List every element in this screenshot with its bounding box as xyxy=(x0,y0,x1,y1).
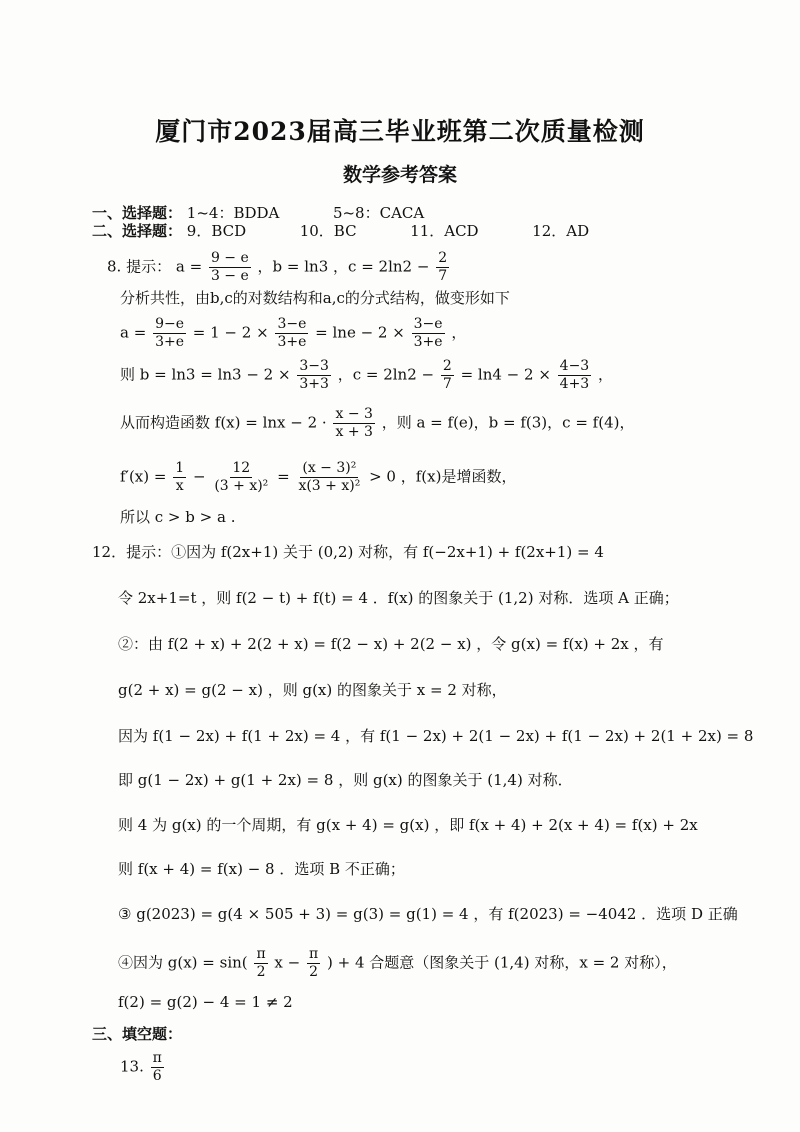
frac-den: 7 xyxy=(438,268,448,284)
frac-num: π xyxy=(256,946,266,962)
frac-num: x − 3 xyxy=(335,406,373,422)
frac-num: 2 xyxy=(438,250,448,266)
page-title: 厦门市2023届高三毕业班第二次质量检测 xyxy=(155,117,645,146)
q12-line2: 令 2x+1=t ，则 f(2 − t) + f(t) = 4 ．f(x) 的图象关于 (1,2) 对称．选项 A 正确； xyxy=(118,589,679,607)
section1-answers xyxy=(92,203,424,223)
fraction xyxy=(153,316,186,351)
frac-den: 3+e xyxy=(277,334,307,350)
frac-num: 3−e xyxy=(277,316,307,332)
frac-num: 9−e xyxy=(155,316,184,332)
frac-den: 6 xyxy=(152,1068,162,1084)
q12-line11: f(2) = g(2) − 4 = 1 ≠ 2 xyxy=(118,993,293,1011)
q8-analysis: 分析共性，由b,c的对数结构和a,c的分式结构，做变形如下 xyxy=(120,289,510,307)
q8-hint-label: 8. 提示： xyxy=(107,257,172,276)
text: f′(x) = xyxy=(120,467,167,486)
q8-line6 xyxy=(120,460,516,495)
answer-5-8: 5~8：CACA xyxy=(332,204,425,222)
text: a = xyxy=(120,323,147,342)
frac-num: 2 xyxy=(442,358,452,374)
fraction xyxy=(254,946,267,981)
frac-den: x(3 + x)² xyxy=(298,478,361,494)
text: ) + 4 合题意（图象关于 (1,4) 对称，x = 2 对称）， xyxy=(326,953,677,972)
frac-den: x xyxy=(175,478,184,494)
section3-label: 三、填空题： xyxy=(92,1025,183,1043)
text: ④因为 g(x) = sin( xyxy=(118,953,248,972)
fraction xyxy=(333,406,374,441)
q12-line10 xyxy=(118,946,677,981)
text: x − xyxy=(274,953,301,972)
fraction xyxy=(296,460,362,495)
frac-num: 1 xyxy=(175,460,185,476)
q8-a-eq: a = xyxy=(175,257,203,276)
q12-line3: ②：由 f(2 + x) + 2(2 + x) = f(2 − x) + 2(2 − x) ，令 g(x) = f(x) + 2x ，有 xyxy=(118,635,664,653)
text: = 1 − 2 × xyxy=(192,323,269,342)
frac-den: x + 3 xyxy=(335,424,373,440)
text: − xyxy=(192,467,206,486)
text: = xyxy=(277,467,290,486)
frac-num: 12 xyxy=(232,460,251,476)
answer-12: 12．AD xyxy=(532,222,590,240)
frac-den: 3+e xyxy=(413,334,443,350)
text: ，c = 2ln2 − xyxy=(337,365,435,384)
fraction xyxy=(297,358,331,393)
fraction xyxy=(212,460,270,495)
text: = ln4 − 2 × xyxy=(460,365,551,384)
frac-num: 4−3 xyxy=(559,358,590,374)
frac-den: 4+3 xyxy=(559,376,590,392)
frac-num: π xyxy=(152,1050,162,1066)
q12-line7: 则 4 为 g(x) 的一个周期，有 g(x + 4) = g(x) ，即 f(x + 4) + 2(x + 4) = f(x) + 2x xyxy=(118,816,698,834)
section1-label: 一、选择题： xyxy=(92,204,183,222)
fraction xyxy=(173,460,186,495)
q8-conclusion: 所以 c > b > a . xyxy=(120,508,236,526)
answer-9: 9．BCD xyxy=(186,222,247,240)
fraction xyxy=(275,316,308,351)
fraction xyxy=(307,946,320,981)
frac-den: 3+3 xyxy=(299,376,329,392)
text: 则 b = ln3 = ln3 − 2 × xyxy=(120,365,291,384)
text: = lne − 2 × xyxy=(315,323,405,342)
q12-line6: 即 g(1 − 2x) + g(1 + 2x) = 8 ，则 g(x) 的图象关于 (1,4) 对称． xyxy=(118,771,573,789)
q8-bc-eq: ，b = ln3 ，c = 2ln2 − xyxy=(257,257,430,276)
section2-label: 二、选择题： xyxy=(92,222,183,240)
q12-line4: g(2 + x) = g(2 − x) ，则 g(x) 的图象关于 x = 2 对称， xyxy=(118,681,507,699)
frac-den: 2 xyxy=(256,964,266,980)
text: > 0 ，f(x)是增函数， xyxy=(369,467,517,486)
fraction xyxy=(436,250,449,285)
answer-13 xyxy=(120,1050,166,1085)
section2-answers xyxy=(92,221,589,241)
fraction xyxy=(412,316,445,351)
frac-num: π xyxy=(309,946,319,962)
text: ， xyxy=(451,323,467,342)
frac-den: 2 xyxy=(309,964,319,980)
frac-den: 7 xyxy=(442,376,452,392)
answer-10: 10．BC xyxy=(299,222,357,240)
answer-11: 11．ACD xyxy=(410,222,479,240)
frac-den: 3+e xyxy=(155,334,184,350)
q8-line5 xyxy=(120,406,634,441)
text: 从而构造函数 f(x) = lnx − 2 · xyxy=(120,413,327,432)
q12-line5: 因为 f(1 − 2x) + f(1 + 2x) = 4 ，有 f(1 − 2x) + 2(1 − 2x) + f(1 − 2x) + 2(1 + 2x) = 8 xyxy=(118,727,754,745)
answer-13-label: 13. xyxy=(120,1057,144,1076)
fraction xyxy=(441,358,454,393)
answer-1-4: 1~4：BDDA xyxy=(186,204,280,222)
fraction xyxy=(151,1050,164,1085)
text: ，则 a = f(e)，b = f(3)，c = f(4)， xyxy=(381,413,635,432)
frac-num: (x − 3)² xyxy=(302,460,357,476)
frac-num: 3−3 xyxy=(299,358,329,374)
frac-den: (3 + x)² xyxy=(214,478,269,494)
fraction xyxy=(558,358,592,393)
q8-line3 xyxy=(120,316,466,351)
page-subtitle: 数学参考答案 xyxy=(342,164,457,186)
frac-num: 9 − e xyxy=(210,250,249,266)
fraction xyxy=(209,250,251,285)
text: ， xyxy=(598,365,614,384)
frac-num: 3−e xyxy=(413,316,443,332)
q12-line8: 则 f(x + 4) = f(x) − 8 ．选项 B 不正确； xyxy=(118,860,405,878)
q12-line1: 12．提示：①因为 f(2x+1) 关于 (0,2) 对称，有 f(−2x+1) + f(2x+1) = 4 xyxy=(92,543,604,561)
frac-den: 3 − e xyxy=(210,268,249,284)
q8-line4 xyxy=(120,358,613,393)
q12-line9: ③ g(2023) = g(4 × 505 + 3) = g(3) = g(1) = 4 ，有 f(2023) = −4042 ．选项 D 正确 xyxy=(118,905,738,923)
q8-hint-line1 xyxy=(107,250,451,285)
